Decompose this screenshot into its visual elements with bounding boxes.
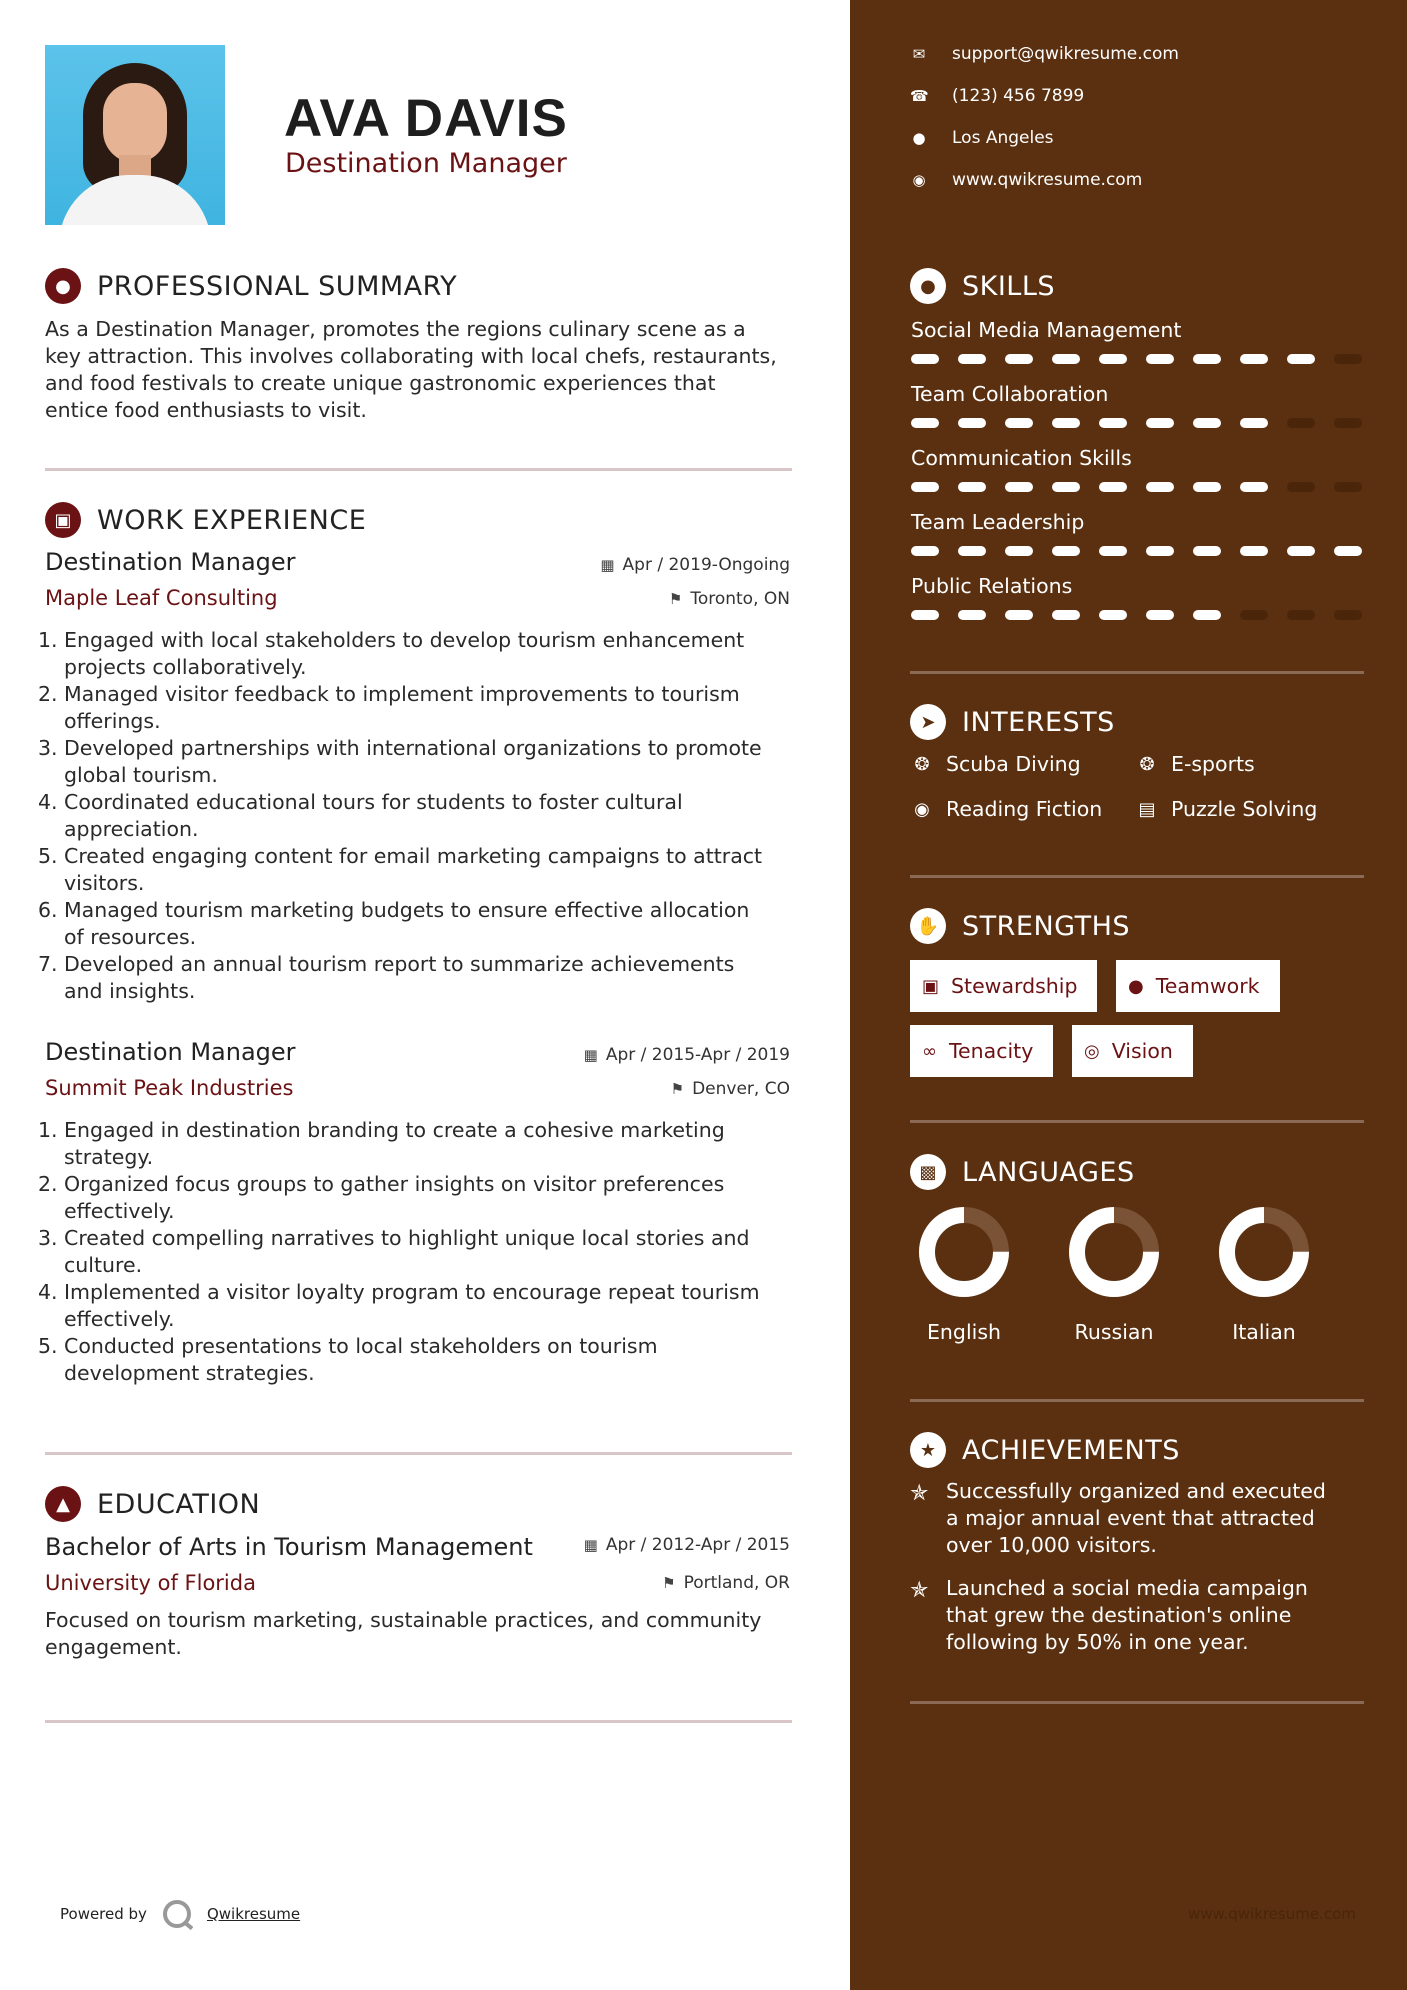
star-icon: ✯	[910, 1578, 929, 1603]
sidebar-footer-text: www.qwikresume.com	[1188, 1905, 1356, 1923]
gamepad-icon: ◉	[914, 798, 930, 820]
list-item: 5. Created engaging content for email marketing campaigns to attract visitors.	[38, 844, 763, 895]
users-icon: ●	[1128, 975, 1144, 997]
list-item: 1. Engaged in destination branding to create a cohesive marketing strategy.	[38, 1118, 725, 1169]
skill-dash	[1287, 610, 1315, 620]
divider	[910, 1120, 1364, 1123]
list-item: 2. Organized focus groups to gather insights on visitor preferences effectively.	[38, 1172, 725, 1223]
pin-icon: ⚑	[670, 1080, 685, 1098]
list-item: 4. Implemented a visitor loyalty program to encourage repeat tourism effectively.	[38, 1280, 760, 1331]
skill-dash	[1099, 418, 1127, 428]
job-title: Destination Manager	[45, 1038, 296, 1066]
skill-dash	[1052, 546, 1080, 556]
skill-dash	[1240, 546, 1268, 556]
chair-icon: ▣	[45, 502, 81, 538]
skill-dash	[1334, 482, 1362, 492]
job-location: ⚑ Toronto, ON	[668, 589, 790, 609]
skill-name: Social Media Management	[911, 318, 1182, 342]
skill-dash	[1193, 482, 1221, 492]
contact-location: ● Los Angeles	[910, 128, 1054, 148]
link-icon: ∞	[922, 1040, 937, 1062]
interests-heading: INTERESTS	[962, 706, 1115, 738]
skill-dash	[1240, 418, 1268, 428]
divider	[910, 1399, 1364, 1402]
job-date: ▦ Apr / 2015-Apr / 2019	[583, 1045, 790, 1065]
skill-dash	[1052, 418, 1080, 428]
divider	[910, 875, 1364, 878]
skill-dash	[1005, 418, 1033, 428]
skill-dash	[1193, 546, 1221, 556]
qwikresume-logo-icon	[163, 1900, 191, 1928]
contact-website[interactable]: ◉ www.qwikresume.com	[910, 170, 1142, 190]
skill-dash	[1334, 418, 1362, 428]
list-item: 3. Developed partnerships with international organizations to promote global tourism.	[38, 736, 762, 787]
lightbulb-icon: ●	[910, 268, 946, 304]
achievements-header	[910, 1432, 1180, 1468]
skill-dash	[1052, 482, 1080, 492]
skill-dash	[958, 610, 986, 620]
interest-item: ▤ Puzzle Solving	[1135, 797, 1317, 821]
languages-heading: LANGUAGES	[962, 1156, 1135, 1188]
skill-dash	[958, 482, 986, 492]
degree-title: Bachelor of Arts in Tourism Management	[45, 1533, 533, 1561]
strength-chip: ● Teamwork	[1116, 960, 1280, 1012]
skill-dash	[1287, 354, 1315, 364]
skill-dash	[1146, 354, 1174, 364]
list-item: 3. Created compelling narratives to highlight unique local stories and culture.	[38, 1226, 750, 1277]
divider	[45, 1720, 792, 1723]
strength-chip: ▣ Stewardship	[910, 960, 1097, 1012]
experience-header	[45, 502, 366, 538]
interest-item: ❂ E-sports	[1135, 752, 1255, 776]
contact-phone[interactable]: ☎ (123) 456 7899	[910, 86, 1085, 106]
powered-by-label: Powered by	[60, 1905, 147, 1923]
job-title: Destination Manager	[45, 548, 296, 576]
phone-icon: ☎	[910, 87, 929, 105]
skill-dash	[1005, 354, 1033, 364]
list-item: 7. Developed an annual tourism report to summarize achievements and insights.	[38, 952, 735, 1003]
languages-header	[910, 1154, 1135, 1190]
skill-name: Public Relations	[911, 574, 1073, 598]
skill-dash	[1146, 482, 1174, 492]
job-company: Maple Leaf Consulting	[45, 586, 278, 610]
job-company: Summit Peak Industries	[45, 1076, 294, 1100]
profile-photo	[45, 45, 225, 225]
skill-dash	[1287, 482, 1315, 492]
experience-heading: WORK EXPERIENCE	[97, 504, 367, 536]
language-name: English	[926, 1320, 1002, 1344]
skill-level-bar	[911, 418, 1365, 428]
binoculars-icon: ◎	[1084, 1040, 1100, 1062]
skill-dash	[911, 354, 939, 364]
strengths-header	[910, 908, 1130, 944]
divider	[45, 1452, 792, 1455]
skill-dash	[1099, 546, 1127, 556]
skill-dash	[1287, 546, 1315, 556]
star-icon: ✯	[910, 1481, 929, 1506]
skill-dash	[911, 546, 939, 556]
skill-dash	[1005, 546, 1033, 556]
divider	[45, 468, 792, 471]
paper-plane-icon: ➤	[910, 704, 946, 740]
language-name: Italian	[1232, 1320, 1296, 1344]
skill-dash	[1005, 610, 1033, 620]
life-ring-icon: ❂	[914, 753, 930, 775]
skill-dash	[911, 418, 939, 428]
pin-icon: ⚑	[662, 1574, 676, 1592]
education-description: Focused on tourism marketing, sustainable practices, and community engagement.	[45, 1608, 762, 1659]
life-ring-icon: ❂	[1139, 753, 1155, 775]
achievement-item: ✯ Successfully organized and executed a major annual event that attracted over 10,000 visitors.	[910, 1479, 1326, 1557]
summary-text: As a Destination Manager, promotes the regions culinary scene as a key attraction. This involves collaborating with local chefs, restaurants, and food festivals to create unique gastronomic experiences that entice food enthusiasts to visit.	[45, 317, 777, 422]
skill-dash	[1287, 418, 1315, 428]
skill-dash	[911, 610, 939, 620]
candidate-name: AVA DAVIS	[284, 89, 568, 148]
calendar-icon: ▦	[600, 556, 615, 574]
skill-dash	[1240, 354, 1268, 364]
list-item: 5. Conducted presentations to local stakeholders on tourism development strategies.	[38, 1334, 658, 1385]
skill-level-bar	[911, 482, 1365, 492]
skill-dash	[1146, 546, 1174, 556]
divider	[910, 671, 1364, 674]
skill-dash	[1099, 482, 1127, 492]
skill-level-bar	[911, 610, 1365, 620]
achievements-heading: ACHIEVEMENTS	[962, 1434, 1180, 1466]
user-icon: ●	[45, 268, 81, 304]
calendar-icon: ▦	[583, 1536, 598, 1554]
globe-icon: ◉	[912, 171, 926, 189]
interests-header	[910, 704, 1115, 740]
skill-dash	[958, 354, 986, 364]
skill-dash	[911, 482, 939, 492]
language-ring	[1218, 1206, 1310, 1298]
skill-dash	[1240, 610, 1268, 620]
education-header	[45, 1486, 260, 1522]
skill-name: Communication Skills	[911, 446, 1132, 470]
skill-dash	[1146, 418, 1174, 428]
skill-dash	[1240, 482, 1268, 492]
list-item: 4. Coordinated educational tours for students to foster cultural appreciation.	[38, 790, 683, 841]
summary-header	[45, 268, 457, 304]
skill-dash	[1099, 610, 1127, 620]
list-item: 1. Engaged with local stakeholders to develop tourism enhancement projects collaboratively.	[38, 628, 745, 679]
skills-header	[910, 268, 1055, 304]
school-name: University of Florida	[45, 1571, 256, 1595]
skill-dash	[1146, 610, 1174, 620]
strength-chip: ∞ Tenacity	[910, 1025, 1053, 1077]
skill-dash	[958, 418, 986, 428]
pin-icon: ⚑	[668, 590, 683, 608]
skill-dash	[1334, 546, 1362, 556]
job-date: ▦ Apr / 2019-Ongoing	[600, 555, 790, 575]
interest-item: ❂ Scuba Diving	[910, 752, 1081, 776]
briefcase-icon: ▣	[922, 975, 940, 997]
skill-dash	[1193, 610, 1221, 620]
skill-dash	[958, 546, 986, 556]
strength-chip: ◎ Vision	[1072, 1025, 1193, 1077]
interest-item: ◉ Reading Fiction	[910, 797, 1102, 821]
education-location: ⚑ Portland, OR	[662, 1573, 790, 1593]
education-date: ▦ Apr / 2012-Apr / 2015	[583, 1535, 790, 1555]
education-heading: EDUCATION	[97, 1488, 261, 1520]
qwikresume-link[interactable]: Qwikresume	[206, 1905, 301, 1923]
skill-level-bar	[911, 354, 1365, 364]
candidate-title: Destination Manager	[285, 148, 567, 179]
summary-heading: PROFESSIONAL SUMMARY	[97, 270, 458, 302]
skill-dash	[1334, 610, 1362, 620]
language-ring	[918, 1206, 1010, 1298]
skill-dash	[1099, 354, 1127, 364]
skill-dash	[1052, 610, 1080, 620]
footer	[60, 1900, 300, 1928]
skill-name: Team Leadership	[911, 510, 1085, 534]
strengths-heading: STRENGTHS	[962, 910, 1131, 942]
language-icon: ▩	[910, 1154, 946, 1190]
calendar-icon: ▦	[583, 1046, 598, 1064]
map-pin-icon: ●	[912, 129, 926, 147]
skill-name: Team Collaboration	[911, 382, 1109, 406]
divider	[910, 1701, 1364, 1704]
skill-dash	[1334, 354, 1362, 364]
skills-heading: SKILLS	[962, 270, 1056, 302]
language-ring	[1068, 1206, 1160, 1298]
list-item: 2. Managed visitor feedback to implement improvements to tourism offerings.	[38, 682, 740, 733]
job-bullets	[38, 627, 798, 1005]
job-bullets	[38, 1117, 798, 1387]
fist-icon: ✋	[910, 908, 946, 944]
graduation-cap-icon: ▲	[45, 1486, 81, 1522]
language-name: Russian	[1074, 1320, 1154, 1344]
contact-email[interactable]: ✉ support@qwikresume.com	[910, 44, 1179, 64]
skill-level-bar	[911, 546, 1365, 556]
skill-dash	[1193, 418, 1221, 428]
skill-dash	[1005, 482, 1033, 492]
book-icon: ▤	[1138, 798, 1156, 820]
envelope-icon: ✉	[912, 45, 926, 63]
skill-dash	[1052, 354, 1080, 364]
achievement-item: ✯ Launched a social media campaign that grew the destination's online following by 50% in one year.	[910, 1576, 1308, 1654]
skill-dash	[1193, 354, 1221, 364]
job-location: ⚑ Denver, CO	[670, 1079, 790, 1099]
star-badge-icon: ★	[910, 1432, 946, 1468]
list-item: 6. Managed tourism marketing budgets to ensure effective allocation of resources.	[38, 898, 750, 949]
